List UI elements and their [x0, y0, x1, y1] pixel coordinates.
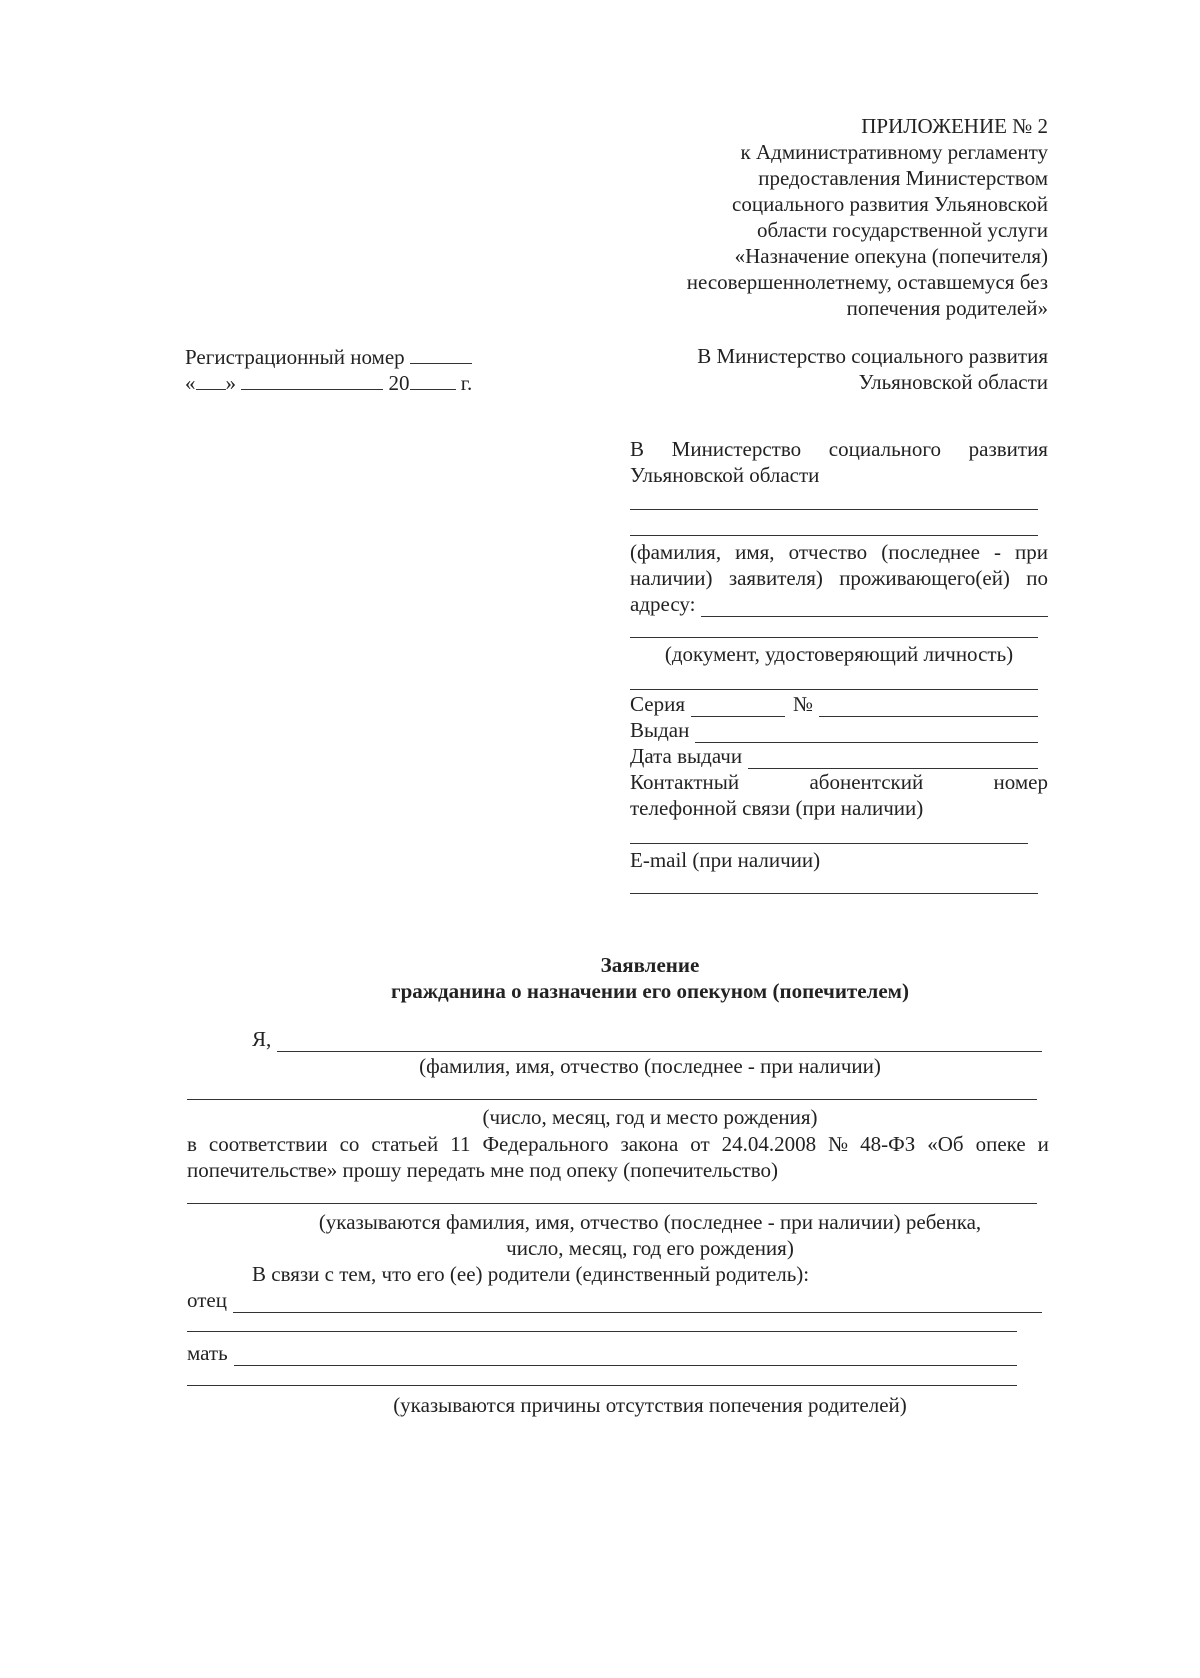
applicant-fullname-field[interactable]: [277, 1031, 1042, 1052]
contact-line: Контактный абонентский номер: [630, 770, 1048, 794]
series-label: Серия: [630, 692, 685, 716]
region-line: Ульяновской области: [630, 463, 820, 487]
law-line: в соответствии со статьей 11 Федерального закона от 24.04.2008 № 48-ФЗ «Об опеке и: [187, 1132, 1049, 1156]
mother-field[interactable]: [234, 1345, 1017, 1366]
addressee-line: В Министерство социального развития: [697, 344, 1048, 368]
father-label: отец: [187, 1288, 227, 1312]
quote-open: «: [185, 371, 196, 395]
appendix-line: попечения родителей»: [846, 296, 1048, 320]
issued-field[interactable]: [695, 722, 1038, 743]
address-field[interactable]: [701, 596, 1048, 617]
appendix-line: к Административному регламенту: [740, 140, 1048, 164]
email-field[interactable]: [630, 893, 1038, 894]
issue-date-field[interactable]: [748, 748, 1038, 769]
registration-label: Регистрационный номер: [185, 345, 405, 369]
appendix-line: области государственной услуги: [756, 218, 1048, 242]
mother-field-2[interactable]: [187, 1385, 1017, 1386]
year-suffix: г.: [460, 371, 473, 395]
i-label: Я,: [252, 1027, 272, 1051]
series-field[interactable]: [691, 696, 785, 717]
statement-title: Заявление: [600, 953, 700, 977]
document-number-field[interactable]: [819, 696, 1038, 717]
issued-label: Выдан: [630, 718, 690, 742]
doc-hint: (документ, удостоверяющий личность): [664, 642, 1014, 666]
addressee-line: Ульяновской области: [858, 370, 1048, 394]
appendix-line: «Назначение опекуна (попечителя): [734, 244, 1048, 268]
issue-date-label: Дата выдачи: [630, 744, 743, 768]
registration-month-field[interactable]: [241, 369, 383, 390]
applicant-name-field-2[interactable]: [630, 535, 1038, 536]
statement-subtitle: гражданина о назначении его опекуном (попечителем): [391, 979, 909, 1003]
registration-year-field[interactable]: [410, 369, 456, 390]
fio-hint-line-2: наличии) заявителя) проживающего(ей) по: [630, 566, 1048, 590]
law-line-2: попечительстве» прошу передать мне под опеку (попечительство): [187, 1158, 778, 1182]
child-data-field[interactable]: [187, 1203, 1037, 1204]
number-label: №: [792, 692, 814, 716]
birth-hint: (число, месяц, год и место рождения): [482, 1105, 818, 1129]
address-label: адресу:: [630, 592, 696, 616]
contact-line-2: телефонной связи (при наличии): [630, 796, 924, 820]
address-field-2[interactable]: [630, 637, 1038, 638]
email-label: E-mail (при наличии): [630, 848, 821, 872]
parents-line: В связи с тем, что его (ее) родители (единственный родитель):: [252, 1262, 810, 1286]
document-field[interactable]: [630, 689, 1038, 690]
appendix-line: предоставления Министерством: [758, 166, 1048, 190]
fio-hint: (фамилия, имя, отчество (последнее - при наличии): [419, 1054, 881, 1078]
ministry-line: В Министерство социального развития: [630, 437, 1048, 461]
phone-field[interactable]: [630, 843, 1028, 844]
registration-day-field[interactable]: [196, 369, 226, 390]
child-hint-2: число, месяц, год его рождения): [506, 1236, 794, 1260]
quote-close: »: [225, 371, 236, 395]
fio-hint-line: (фамилия, имя, отчество (последнее - при: [630, 540, 1048, 564]
appendix-line: несовершеннолетнему, оставшемуся без: [686, 270, 1048, 294]
registration-number-field[interactable]: [410, 343, 472, 364]
appendix-line: социального развития Ульяновской: [732, 192, 1048, 216]
child-hint: (указываются фамилия, имя, отчество (последнее - при наличии) ребенка,: [318, 1210, 982, 1234]
applicant-name-field[interactable]: [630, 509, 1038, 510]
birth-data-field[interactable]: [187, 1099, 1037, 1100]
reason-hint: (указываются причины отсутствия попечения родителей): [393, 1393, 907, 1417]
year-prefix: 20: [388, 371, 410, 395]
mother-label: мать: [187, 1341, 228, 1365]
father-field-2[interactable]: [187, 1331, 1017, 1332]
appendix-title: ПРИЛОЖЕНИЕ № 2: [861, 114, 1048, 138]
father-field[interactable]: [233, 1292, 1042, 1313]
